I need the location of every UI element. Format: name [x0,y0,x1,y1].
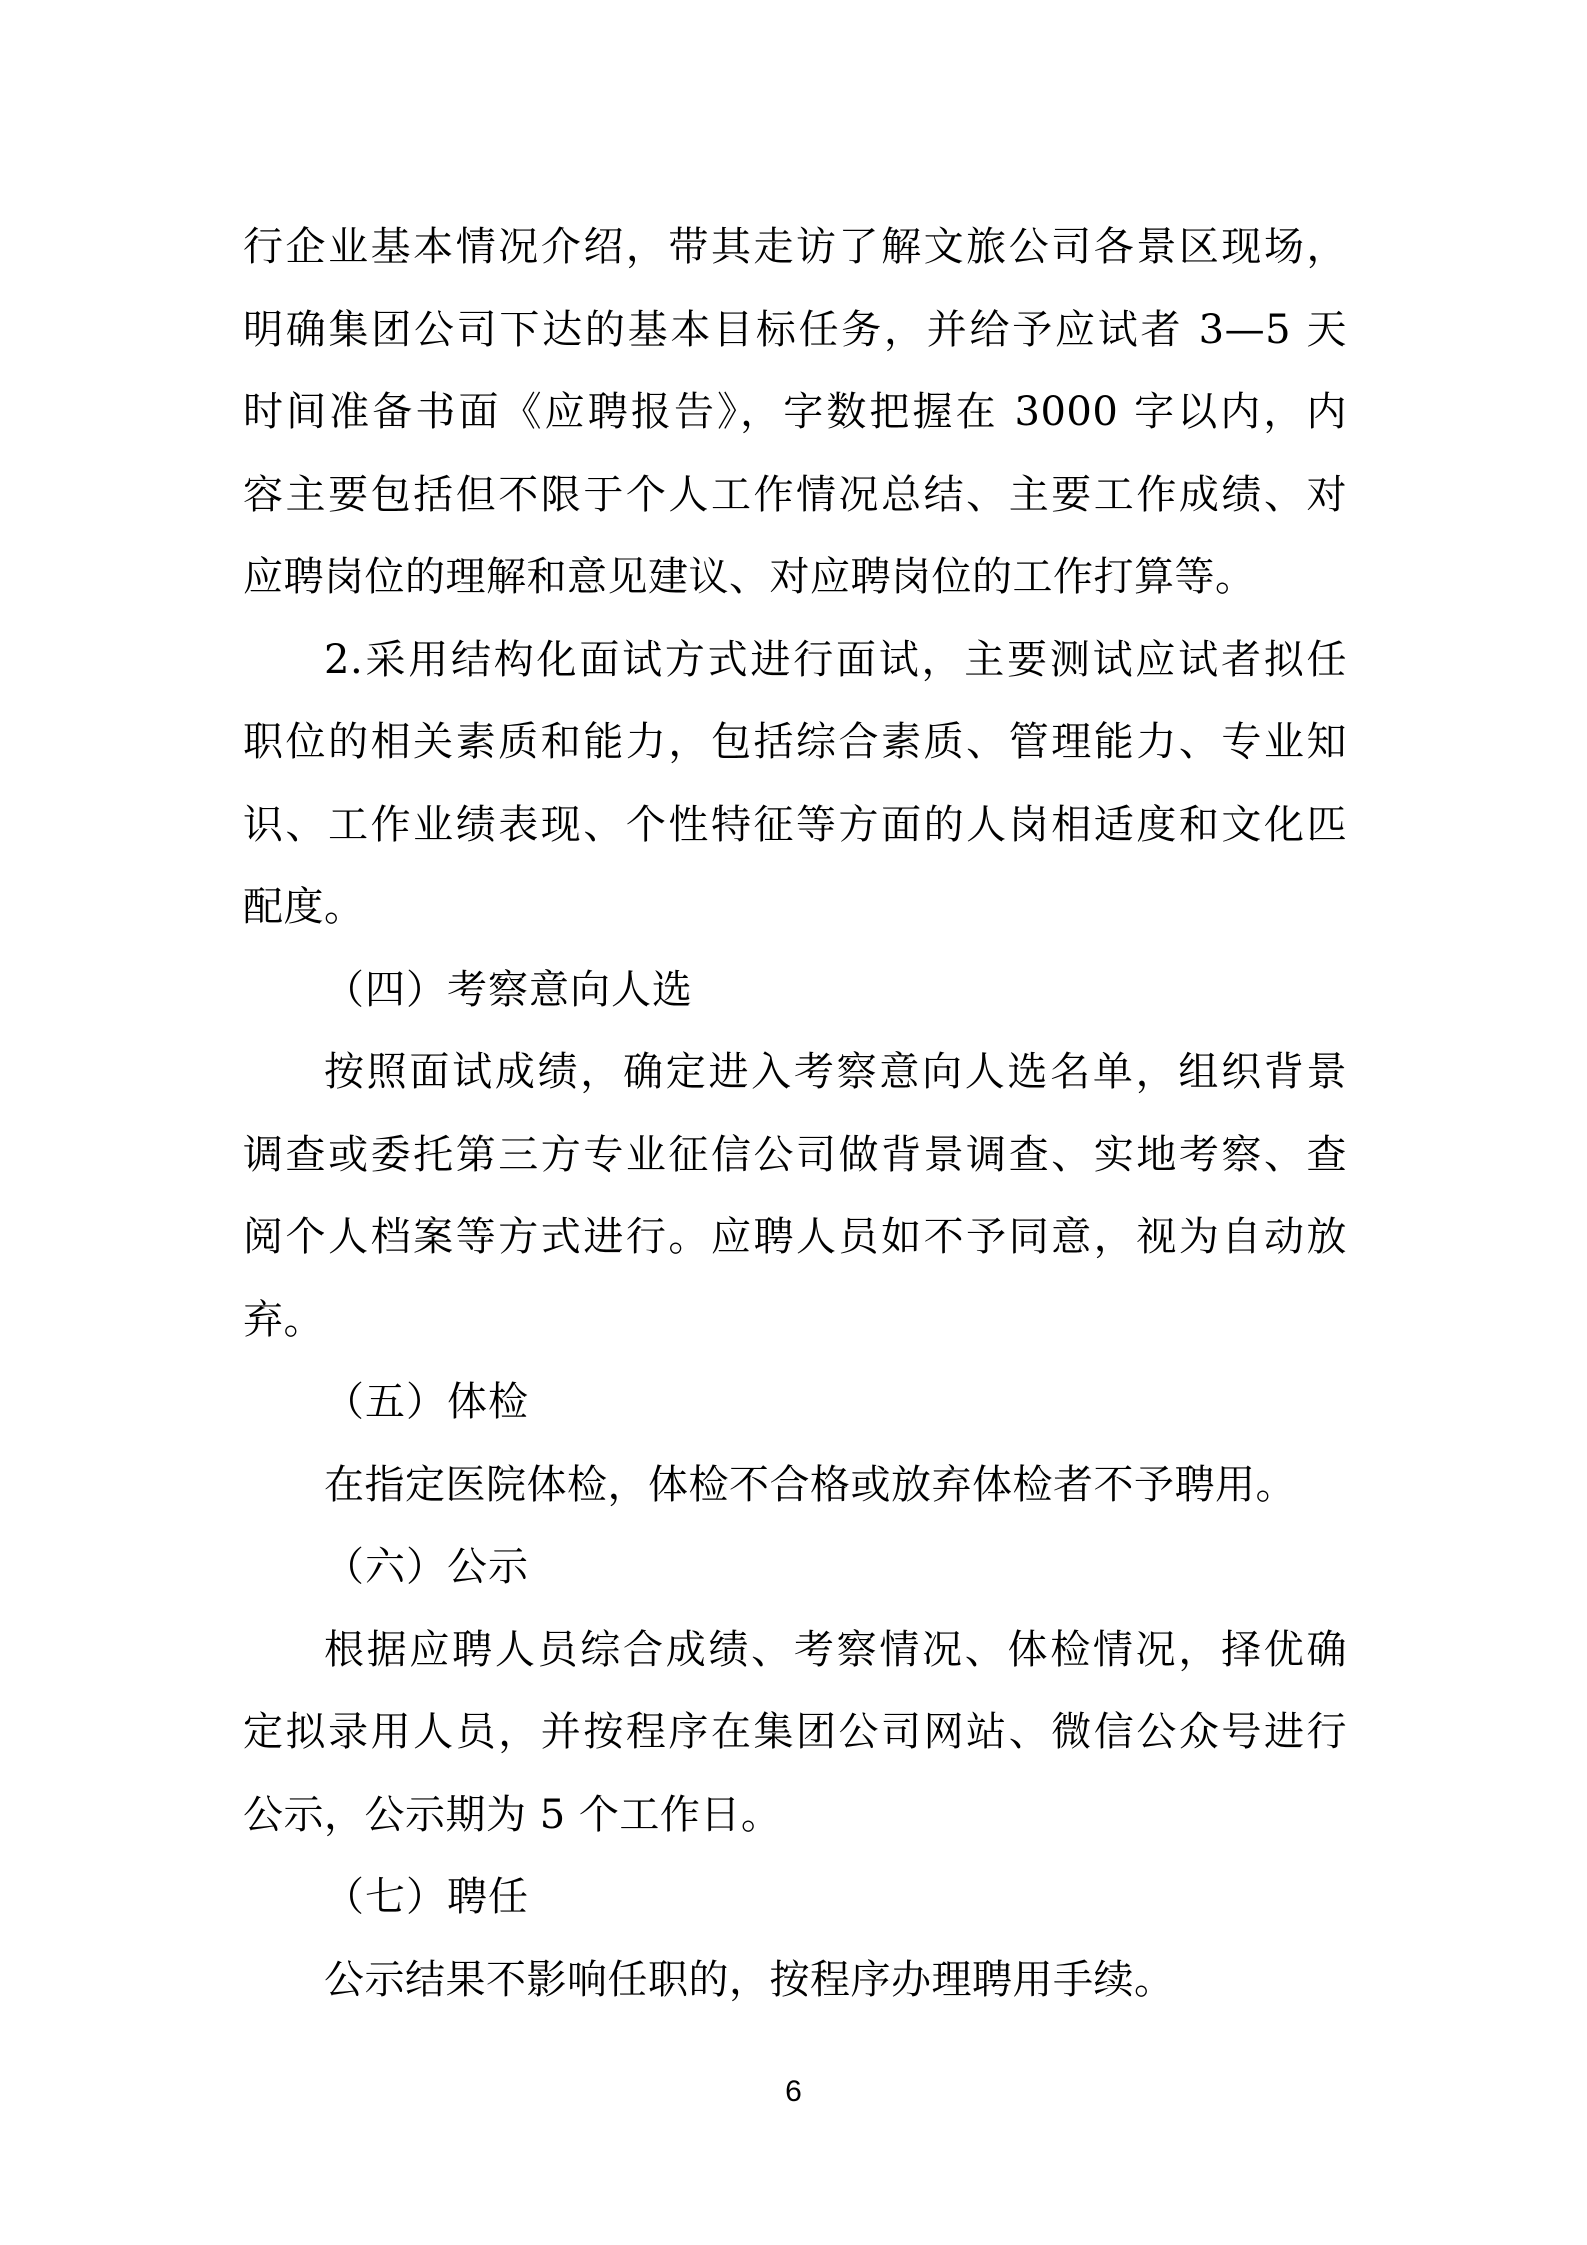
text-line: 公示结果不影响任职的，按程序办理聘用手续。 [324,1956,1175,2003]
text-line: 阅个人档案等方式进行。应聘人员如不予同意，视为自动放 [243,1214,1347,1260]
text-line: 时间准备书面《应聘报告》，字数把握在 3000 字以内，内 [243,389,1347,435]
text-line: 配度。 [243,884,365,930]
text-line: 2.采用结构化面试方式进行面试，主要测试应试者拟任 [324,636,1347,683]
text-line: 弃。 [243,1296,324,1343]
document-body [243,206,1347,2021]
text-line: 行企业基本情况介绍，带其走访了解文旅公司各景区现场， [243,224,1347,270]
text-line: 识、工作业绩表现、个性特征等方面的人岗相适度和文化匹 [243,801,1347,848]
text-line: 在指定医院体检，体检不合格或放弃体检者不予聘用。 [324,1461,1296,1508]
text-line: 容主要包括但不限于个人工作情况总结、主要工作成绩、对 [243,471,1347,518]
section-heading: （七）聘任 [324,1874,529,1920]
page-number: 6 [785,2075,802,2108]
section-heading: （五）体检 [324,1379,529,1425]
text-line: 职位的相关素质和能力，包括综合素质、管理能力、专业知 [243,719,1347,765]
text-line: 公示，公示期为 5 个工作日。 [243,1791,782,1838]
text-line: 应聘岗位的理解和意见建议、对应聘岗位的工作打算等。 [243,554,1256,600]
section-heading: （四）考察意向人选 [324,966,693,1013]
section-heading: （六）公示 [324,1544,529,1590]
text-line: 明确集团公司下达的基本目标任务，并给予应试者 3—5 天 [243,306,1347,353]
text-line: 定拟录用人员，并按程序在集团公司网站、微信公众号进行 [243,1709,1347,1755]
text-line: 调查或委托第三方专业征信公司做背景调查、实地考察、查 [243,1131,1347,1178]
text-line: 根据应聘人员综合成绩、考察情况、体检情况，择优确 [324,1626,1347,1673]
text-line: 按照面试成绩，确定进入考察意向人选名单，组织背景 [324,1049,1347,1095]
